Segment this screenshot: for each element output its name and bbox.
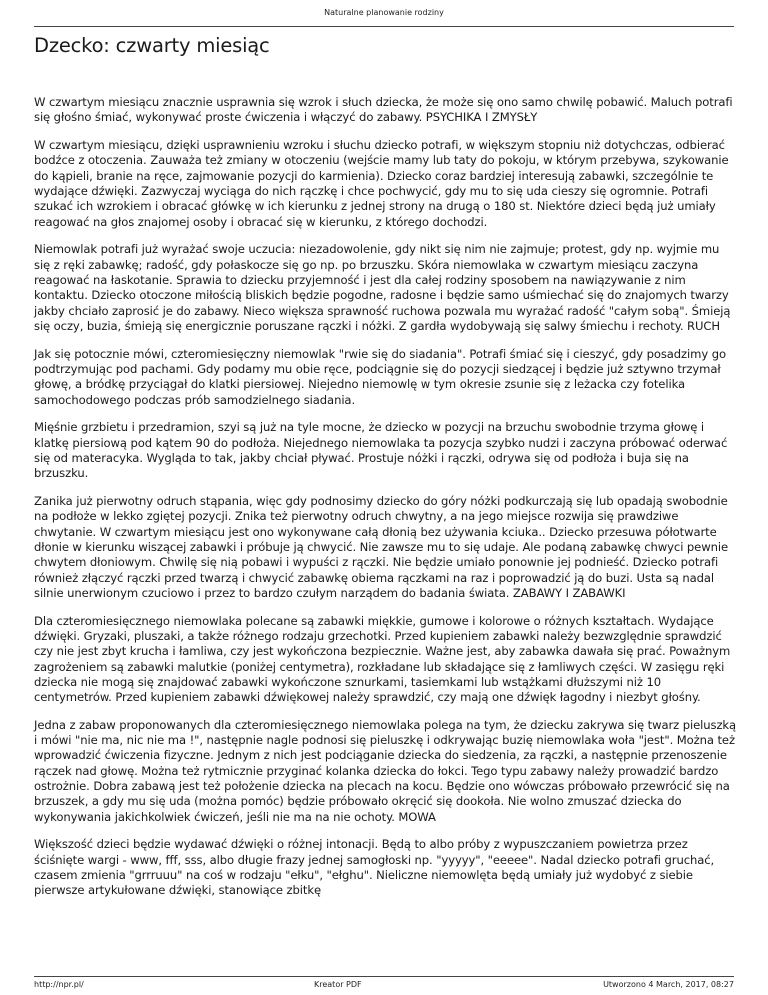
- paragraph: Zanika już pierwotny odruch stąpania, więc gdy podnosimy dziecko do góry nóżki podkurczają się lub opadają swobodnie na podłoże w lekko zgiętej pozycji. Znika też pierwotny odruch chwytny, a na jego miejsce rozwija się prawdziwe chwytanie. W czwartym miesiącu jest ono wykonywane całą dłonią bez używania kciuka.. Dziecko przesuwa półotwarte dłonie w kierunku wiszącej zabawki i próbuje ją chwycić. Nie zawsze mu to się udaje. Ale podaną zabawkę chwyci pewnie chwytem dłoniowym. Chwilę się nią pobawi i wypuści z rączki. Nie będzie umiało ponownie jej podnieść. Dziecko potrafi również złączyć rączki przed twarzą i chwycić zabawkę obiema rączkami na raz i poprowadzić ją do buzi. Usta są nadal silnie unerwionym czuciowo i przez to bardzo czułym narządem do badania świata. ZABAWY I ZABAWKI: [34, 494, 728, 600]
- page-header: Naturalne planowanie rodziny: [34, 0, 734, 27]
- footer-url[interactable]: http://npr.pl/: [34, 980, 84, 989]
- paragraph: Jedna z zabaw proponowanych dla czteromiesięcznego niemowlaka polega na tym, że dziecku zakrywa się twarz pieluszką i mówi "nie ma, nic nie ma !", następnie nagle podnosi się pieluszkę i odkrywając buzię niemowlaka woła "jest". Można też wprowadzić ćwiczenia fizyczne. Jednym z nich jest podciąganie dziecka do siedzenia, za rączki, a następnie przenoszenie rączek nad głowę. Można też rytmicznie przyginać kolanka dziecka do łokci. Tego typu zabawy należy prowadzić bardzo ostrożnie. Dobra zabawą jest też położenie dziecka na plecach na kocu. Będzie ono wówczas próbowało przewrócić się na brzuszek, a gdy mu się uda (można pomóc) będzie próbowało okręcić się dookoła. Nie wolno zmuszać dziecka do wykonywania jakichkolwiek ćwiczeń, jeśli nie ma na nie ochoty. MOWA: [34, 717, 737, 824]
- footer-created-date: Utworzono 4 March, 2017, 08:27: [603, 980, 734, 989]
- paragraph: Jak się potocznie mówi, czteromiesięczny niemowlak "rwie się do siadania". Potrafi śmiać się i cieszyć, gdy posadzimy go podtrzymując pod pachami. Gdy podamy mu obie ręce, podciągnie się do pozycji siedzącej i będzie już sztywno trzymał głowę, a bródkę przyciągał do klatki piersiowej. Niejedno niemowlę w tym okresie zsunie się z leżacka czy fotelika samochodowego podczas prób samodzielnego siadania.: [34, 346, 726, 407]
- paragraph: Dla czteromiesięcznego niemowlaka polecane są zabawki miękkie, gumowe i kolorowe o różnych kształtach. Wydające dźwięki. Gryzaki, pluszaki, a także różnego rodzaju grzechotki. Przed kupieniem zabawki należy bezwzględnie sprawdzić czy nie jest zbyt krucha i łamliwa, czy jest wykończona bezpiecznie. Ważne jest, aby zabawka dawała się prać. Poważnym zagrożeniem są zabawki malutkie (poniżej centymetra), rozkładane lub składające się z łamliwych części. W zasięgu ręki dziecka nie mogą się znajdować zabawki wykończone sznurkami, tasiemkami lub wstążkami dłuższymi niż 10 centymetrów. Przed kupieniem zabawki dźwiękowej należy sprawdzić, czy mają one dźwięk łagodny i niezbyt głośny.: [34, 613, 731, 705]
- paragraph: Większość dzieci będzie wydawać dźwięki o różnej intonacji. Będą to albo próby z wypuszczaniem powietrza przez ściśnięte wargi - www, fff, sss, albo długie frazy jednej samogłoski np. "yyyyy", "eeeee". Nadal dziecko potrafi gruchać, czasem zmienia "grrruuu" na coś w rodzaju "ełku", "ełghu". Nieliczne niemowlęta będą umiały już wydobyć z siebie pierwsze artykułowane dźwięki, stanowiące zbitkę: [34, 837, 715, 898]
- paragraph: W czwartym miesiącu, dzięki usprawnieniu wzroku i słuchu dziecko potrafi, w większym stopniu niż dotychczas, odbierać bodźce z otoczenia. Zauważa też zmiany w otoczeniu (wejście mamy lub taty do pokoju, w którym przebywa, szykowanie do kąpieli, branie na ręce, zajmowanie pozycji do karmienia). Dziecko coraz bardziej interesują zabawki, szczególnie te wydające dźwięki. Zazwyczaj wyciąga do nich rączkę i chce pochwycić, gdy mu to się uda cieszy się ogromnie. Potrafi szukać ich wzrokiem i obracać główkę w ich kierunku z jednej strony na drugą o 180 st. Niektóre dzieci będą już umiały reagować na głos znajomej osoby i obracać się w kierunku, z którego dochodzi.: [34, 138, 729, 229]
- page-title: Dzecko: czwarty miesiąc: [34, 34, 270, 57]
- footer-creator: Kreator PDF: [314, 980, 362, 989]
- paragraph: Niemowlak potrafi już wyrażać swoje uczucia: niezadowolenie, gdy nikt się nim nie zajmuje; protest, gdy np. wyjmie mu się z ręki zabawkę; radość, gdy połaskocze się go np. po brzuszku. Skóra niemowlaka w czwartym miesiącu zaczyna reagować na łaskotanie. Sprawia to dziecku przyjemność i jest dla całej rodziny sposobem na nawiązywanie z nim kontaktu. Dziecko otoczone miłością bliskich będzie pogodne, radosne i będzie samo uśmiechać się do znajomych twarzy jakby chciało zaprosić je do zabawy. Nieco większa sprawność ruchowa pozwala mu wyrażać radość "całym sobą". Śmieją się oczy, buzia, śmieją się energicznie poruszane rączki i nóżki. Z gardła wydobywają się salwy śmiechu i rechoty. RUCH: [34, 242, 731, 333]
- paragraph: Mięśnie grzbietu i przedramion, szyi są już na tyle mocne, że dziecko w pozycji na brzuchu swobodnie trzyma głowę i klatkę piersiową pod kątem 90 do podłoża. Niejednego niemowlaka ta pozycja szybko nudzi i zaczyna próbować oderwać się od materacyka. Wygląda to tak, jakby chciał pływać. Prostuje nóżki i rączki, odrywa się od podłoża i buja się na brzuszku.: [34, 420, 728, 481]
- article-body: [34, 95, 738, 898]
- paragraph-intro: W czwartym miesiącu znacznie usprawnia się wzrok i słuch dziecka, że może się ono samo chwilę pobawić. Maluch potrafi się głośno śmiać, wykonywać proste ćwiczenia i włączyć do zabawy. PSYCHIKA I ZMYSŁY: [34, 95, 733, 125]
- page-footer: [34, 976, 734, 995]
